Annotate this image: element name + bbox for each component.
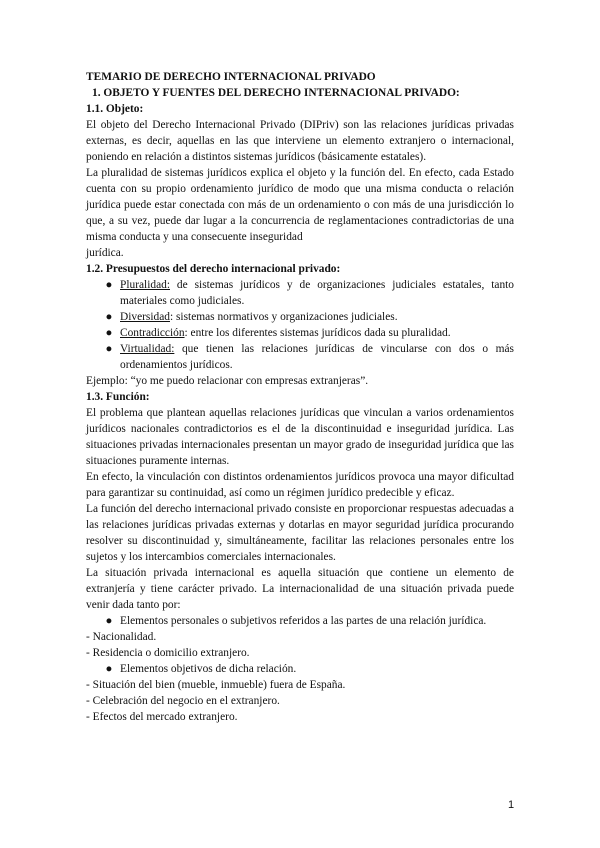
dash-item-nacionalidad: - Nacionalidad.	[86, 631, 157, 643]
bullet-icon: ●	[105, 327, 113, 339]
list-item-term: Contradicción	[120, 327, 185, 339]
paragraph-funcion: La función del derecho internacional privado consiste en proporcionar respuestas adecuadas a las relaciones jurídicas privadas externas y dotarlas en mayor seguridad jurídica procurando resolver su discontinuidad y, simultáneamente, facilitar las relaciones personales entre los sujetos y los intercambios comerciales internacionales.	[86, 503, 514, 563]
document-body	[86, 64, 514, 725]
bullet-icon: ●	[105, 343, 113, 355]
presupuestos-list	[86, 277, 514, 373]
list-item-text: Elementos personales o subjetivos referidos a las partes de una relación jurídica.	[120, 615, 487, 627]
list-item-text: : sistemas normativos y organizaciones judiciales.	[169, 311, 398, 323]
list-item-term: Pluralidad:	[120, 279, 170, 291]
list-item-text: Elementos objetivos de dicha relación.	[120, 663, 297, 675]
paragraph-problema: El problema que plantean aquellas relaciones jurídicas que vinculan a varios ordenamientos jurídicos nacionales contradictorios es el de la discontinuidad e inseguridad jurídica. Las situaciones privadas internacionales presentan un mayor grado de inseguridad jurídica que las situaciones puramente internas.	[86, 407, 514, 467]
list-item-text: que tienen las relaciones jurídicas de vincularse con dos o más ordenamientos jurídicos.	[120, 343, 514, 371]
dash-item-residencia: - Residencia o domicilio extranjero.	[86, 647, 250, 659]
bullet-icon: ●	[105, 615, 113, 627]
example-line: Ejemplo: “yo me puedo relacionar con empresas extranjeras”.	[86, 375, 369, 387]
bullet-icon: ●	[105, 311, 113, 323]
bullet-icon: ●	[105, 663, 113, 675]
list-item-text: : entre los diferentes sistemas jurídicos dada su pluralidad.	[184, 327, 451, 339]
document-title: TEMARIO DE DERECHO INTERNACIONAL PRIVADO	[86, 71, 376, 83]
dash-item-celebracion: - Celebración del negocio en el extranjero.	[86, 695, 280, 707]
paragraph-objeto: El objeto del Derecho Internacional Privado (DIPriv) son las relaciones jurídicas privadas externas, es decir, aquellas en las que interviene un elemento extranjero o internacional, poniendo en relación a distintos sistemas jurídicos (básicamente estatales).	[86, 119, 514, 163]
list-item-objetivos	[86, 661, 514, 677]
list-item	[86, 309, 514, 325]
subsection-heading-objeto: 1.1. Objeto:	[86, 103, 144, 115]
paragraph-pluralidad: La pluralidad de sistemas jurídicos explica el objeto y la función del. En efecto, cada Estado cuenta con su propio ordenamiento jurídico de modo que una misma conducta o relación jurídica puede estar conectada con más de un ordenamiento o con más de una jurisdicción lo que, a su vez, puede dar lugar a la concurrencia de reglamentaciones contradictorias de una misma conducta y una consecuente inseguridad	[86, 167, 514, 243]
paragraph-situacion: La situación privada internacional es aquella situación que contiene un elemento de extranjería y tiene carácter privado. La internacionalidad de una situación privada puede venir dada tanto por:	[86, 567, 514, 611]
paragraph-pluralidad-end: jurídica.	[86, 247, 124, 259]
list-item-personal	[86, 613, 514, 629]
section-heading: 1. OBJETO Y FUENTES DEL DERECHO INTERNACIONAL PRIVADO:	[92, 87, 460, 99]
list-item-term: Virtualidad:	[120, 343, 175, 355]
dash-item-situacion-bien: - Situación del bien (mueble, inmueble) fuera de España.	[86, 679, 346, 691]
list-item	[86, 341, 514, 373]
paragraph-vinculacion: En efecto, la vinculación con distintos ordenamientos jurídicos provoca una mayor dificultad para garantizar su continuidad, así como un régimen jurídico predecible y eficaz.	[86, 471, 514, 499]
list-item-text: de sistemas jurídicos y de organizaciones judiciales estatales, tanto materiales como judiciales.	[120, 279, 514, 307]
subsection-heading-presupuestos: 1.2. Presupuestos del derecho internacional privado:	[86, 263, 341, 275]
list-item	[86, 277, 514, 309]
bullet-icon: ●	[105, 279, 113, 291]
list-item	[86, 325, 514, 341]
page-number: 1	[508, 799, 515, 811]
dash-item-efectos: - Efectos del mercado extranjero.	[86, 711, 238, 723]
list-item-term: Diversidad	[120, 311, 170, 323]
subsection-heading-funcion: 1.3. Función:	[86, 391, 150, 403]
